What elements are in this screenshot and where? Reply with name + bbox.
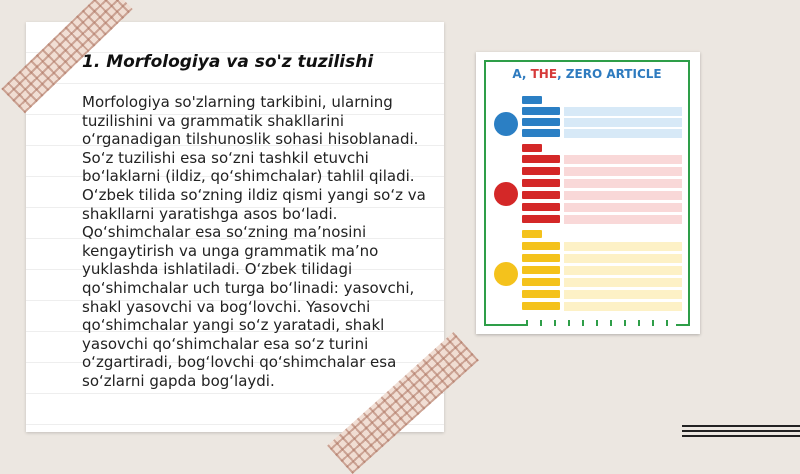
poster-circle-blue xyxy=(494,112,518,136)
poster-example-box xyxy=(564,215,682,224)
slide-title: 1. Morfologiya va so'z tuzilishi xyxy=(82,52,374,72)
poster-tag xyxy=(522,254,560,262)
poster-tag xyxy=(522,155,560,163)
poster-tag xyxy=(522,179,560,187)
poster-title-zero: , ZERO ARTICLE xyxy=(557,67,662,81)
article-poster-image xyxy=(476,52,700,334)
poster-tag xyxy=(522,230,542,238)
poster-tag xyxy=(522,242,560,250)
poster-tag xyxy=(522,96,542,104)
poster-example-box xyxy=(564,107,682,116)
poster-title xyxy=(486,67,688,81)
poster-title-a: A, xyxy=(512,67,531,81)
poster-example-box xyxy=(564,242,682,251)
poster-example-box xyxy=(564,155,682,164)
poster-example-box xyxy=(564,290,682,299)
poster-example-box xyxy=(564,118,682,127)
poster-tag xyxy=(522,203,560,211)
poster-tag xyxy=(522,278,560,286)
poster-tag xyxy=(522,107,560,115)
poster-circle-yellow xyxy=(494,262,518,286)
poster-tag xyxy=(522,167,560,175)
poster-example-box xyxy=(564,191,682,200)
poster-circle-red xyxy=(494,182,518,206)
poster-tag xyxy=(522,302,560,310)
poster-title-the: THE xyxy=(530,67,558,81)
poster-tag xyxy=(522,215,560,223)
poster-tag xyxy=(522,129,560,137)
poster-example-box xyxy=(564,129,682,138)
poster-footer-strip xyxy=(526,320,676,326)
poster-tag xyxy=(522,144,542,152)
slide-body-text: Morfologiya so'zlarning tarkibini, ularning tuzilishini va grammatik shakllarini o‘rganadigan tilshunoslik sohasi hisoblanadi. So‘z tuzilishi esa so‘zni tashkil etuvchi bo‘laklarni (ildiz, qo‘shimchalar) tahlil qiladi. O‘zbek tilida so‘zning ildiz qismi yangi so‘z va shakllarni yaratishga asos bo‘ladi. Qo‘shimchalar esa so‘zning ma’nosini kengaytirish va unga grammatik ma’no yuklashda ishlatiladi. O‘zbek tilidagi qo‘shimchalar uch turga bo‘linadi: yasovchi, shakl yasovchi va bog‘lovchi. Yasovchi qo‘shimchalar yangi so‘z yaratadi, shakl yasovchi qo‘shimchalar esa so‘z turini o‘zgartiradi, bog‘lovchi qo‘shimchalar esa so‘zlarni gapda bog‘laydi. xyxy=(82,93,426,390)
poster-example-box xyxy=(564,254,682,263)
poster-example-box xyxy=(564,167,682,176)
poster-tag xyxy=(522,290,560,298)
decorative-line xyxy=(682,435,800,437)
poster-tag xyxy=(522,191,560,199)
decorative-line xyxy=(682,430,800,432)
poster-example-box xyxy=(564,302,682,311)
poster-tag xyxy=(522,118,560,126)
decorative-line xyxy=(682,425,800,427)
poster-example-box xyxy=(564,278,682,287)
poster-tag xyxy=(522,266,560,274)
decorative-lines xyxy=(682,425,800,440)
poster-example-box xyxy=(564,203,682,212)
poster-example-box xyxy=(564,266,682,275)
poster-content xyxy=(484,60,690,326)
poster-example-box xyxy=(564,179,682,188)
